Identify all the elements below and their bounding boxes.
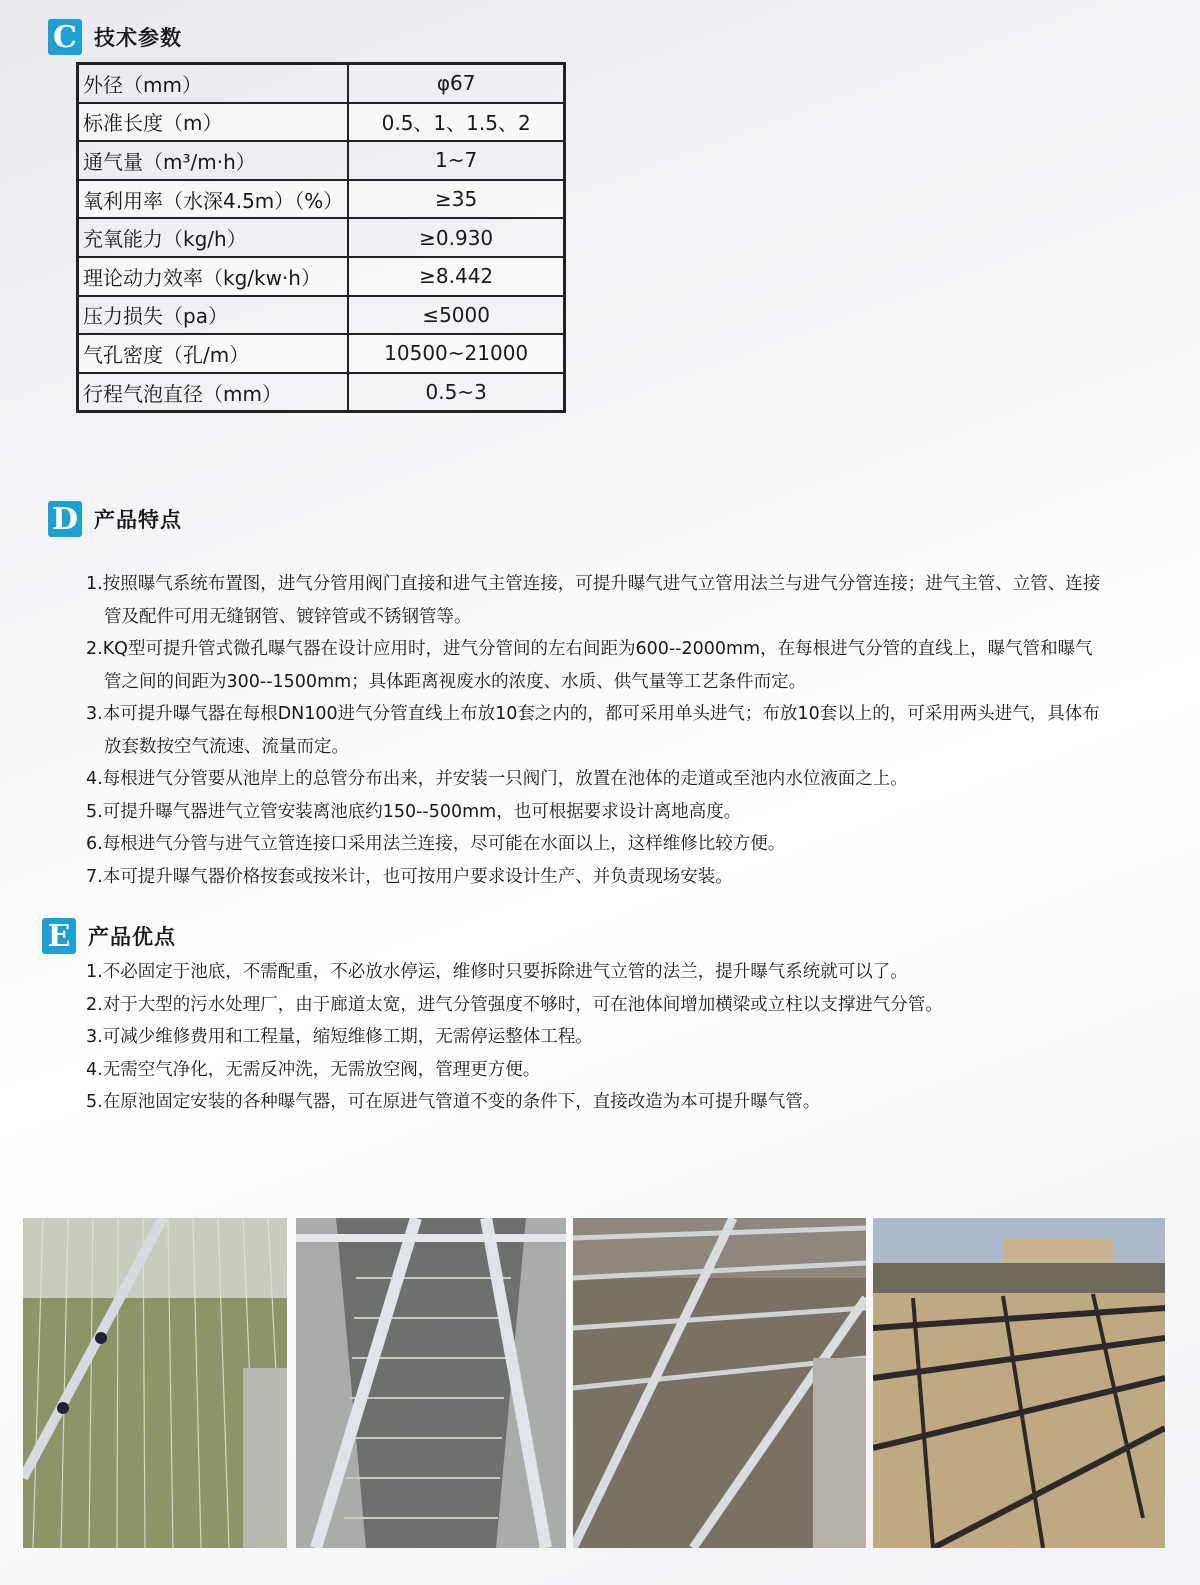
list-item: 5.在原池固定安装的各种曝气器，可在原进气管道不变的条件下，直接改造为本可提升曝气管。 xyxy=(86,1092,821,1112)
section-d-heading xyxy=(48,499,182,539)
spec-label: 压力损失（pa） xyxy=(78,296,349,335)
spec-row xyxy=(78,218,565,257)
list-item: 4.每根进气分管要从池岸上的总管分布出来，并安装一只阀门，放置在池体的走道或至池内水位液面之上。 xyxy=(86,769,908,789)
list-item: 3.可减少维修费用和工程量，缩短维修工期，无需停运整体工程。 xyxy=(86,1027,593,1047)
photo-outdoor-aeration-pool xyxy=(873,1218,1165,1548)
spec-value: ≥35 xyxy=(348,180,564,219)
list-item: 2.对于大型的污水处理厂，由于廊道太宽，进气分管强度不够时，可在池体间增加横梁或立柱以支撑进气分管。 xyxy=(86,994,943,1015)
spec-label: 标准长度（m） xyxy=(78,103,349,142)
section-c-heading xyxy=(48,17,182,57)
photo-strip xyxy=(23,1218,1165,1548)
features-list xyxy=(86,568,1106,893)
list-item: 7.本可提升曝气器价格按套或按米计，也可按用户要求设计生产、并负责现场安装。 xyxy=(86,866,733,887)
spec-label: 充氧能力（kg/h） xyxy=(78,218,349,257)
spec-row xyxy=(78,103,565,142)
photo-tank-dry-pipes xyxy=(296,1218,566,1548)
section-title-specs: 技术参数 xyxy=(94,26,182,50)
spec-value: ≥8.442 xyxy=(348,257,564,296)
list-item: 6.每根进气分管与进气立管连接口采用法兰连接，尽可能在水面以上，这样维修比较方便。 xyxy=(86,834,786,854)
spec-label: 理论动力效率（kg/kw·h） xyxy=(78,257,349,296)
section-title-features: 产品特点 xyxy=(94,508,182,532)
spec-value: 10500~21000 xyxy=(348,334,564,373)
section-badge-c: C xyxy=(48,19,82,55)
list-item: 1.不必固定于池底，不需配重，不必放水停运，维修时只要拆除进气立管的法兰，提升曝气系统就可以了。 xyxy=(86,962,908,982)
spec-row xyxy=(78,141,565,180)
spec-value: ≤5000 xyxy=(348,296,564,335)
spec-label: 外径（mm） xyxy=(78,64,349,103)
advantages-list xyxy=(86,956,1106,1119)
spec-value: 1~7 xyxy=(348,141,564,180)
spec-row xyxy=(78,257,565,296)
list-item: 4.无需空气净化，无需反冲洗，无需放空阀，管理更方便。 xyxy=(86,1059,541,1080)
spec-label: 通气量（m³/m·h） xyxy=(78,141,349,180)
spec-row xyxy=(78,180,565,219)
section-badge-e: E xyxy=(42,918,76,954)
section-badge-d: D xyxy=(48,501,82,537)
list-item: 2.KQ型可提升管式微孔曝气器在设计应用时，进气分管间的左右间距为600--2000mm，在每根进气分管的直线上，曝气管和曝气管之间的间距为300--1500mm；具体距离视废水的浓度、水质、供气量等工艺条件而定。 xyxy=(86,639,1093,692)
photo-aeration-tank xyxy=(573,1218,866,1548)
spec-row xyxy=(78,64,565,103)
spec-value: 0.5、1、1.5、2 xyxy=(348,103,564,142)
section-e-heading xyxy=(42,916,176,956)
spec-row xyxy=(78,373,565,412)
spec-value: 0.5~3 xyxy=(348,373,564,412)
spec-label: 氧利用率（水深4.5m）（%） xyxy=(78,180,349,219)
spec-value: φ67 xyxy=(348,64,564,103)
photo-tank-hanging-pipes xyxy=(23,1218,287,1548)
spec-table xyxy=(76,62,566,413)
spec-label: 行程气泡直径（mm） xyxy=(78,373,349,412)
list-item: 3.本可提升曝气器在每根DN100进气分管直线上布放10套之内的，都可采用单头进气；布放10套以上的，可采用两头进气，具体布放套数按空气流速、流量而定。 xyxy=(86,704,1100,757)
spec-row xyxy=(78,296,565,335)
list-item: 5.可提升曝气器进气立管安装离池底约150--500mm，也可根据要求设计离地高度。 xyxy=(86,801,742,822)
section-title-advantages: 产品优点 xyxy=(88,925,176,949)
list-item: 1.按照曝气系统布置图，进气分管用阀门直接和进气主管连接，可提升曝气进气立管用法兰与进气分管连接；进气主管、立管、连接管及配件可用无缝钢管、镀锌管或不锈钢管等。 xyxy=(86,574,1101,627)
spec-label: 气孔密度（孔/m） xyxy=(78,334,349,373)
spec-row xyxy=(78,334,565,373)
spec-value: ≥0.930 xyxy=(348,218,564,257)
